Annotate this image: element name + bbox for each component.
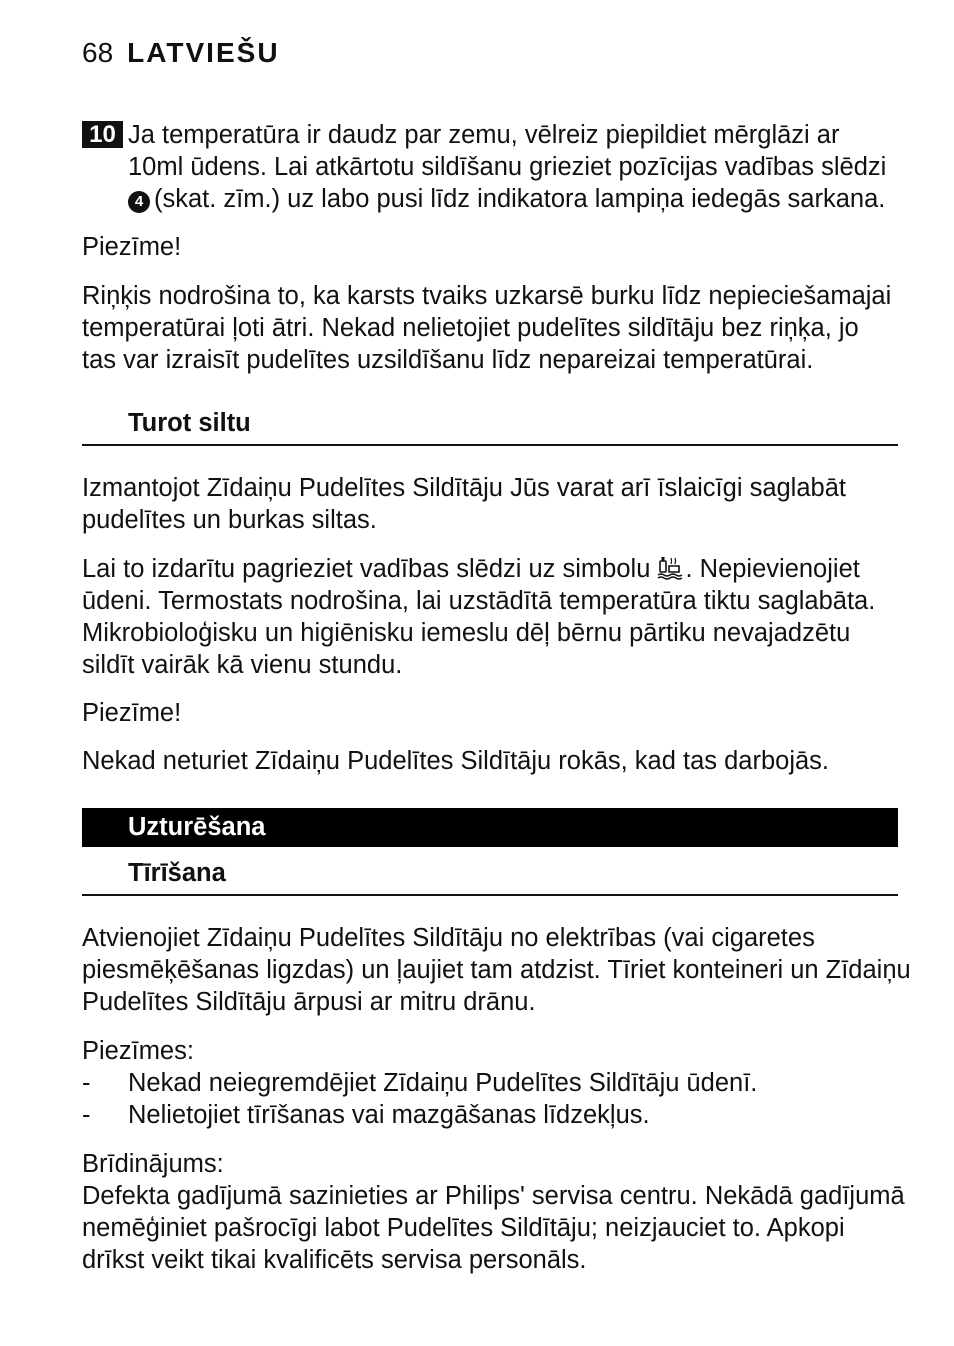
section-heading-cleaning: Tīrīšana — [128, 859, 226, 887]
keep-warm-note-text: Nekad neturiet Zīdaiņu Pudelītes Sildītāju rokās, kad tas darbojās. — [82, 747, 830, 775]
note-text-line-3: tas var izraisīt pudelītes uzsildīšanu līdz nepareizai temperatūrai. — [82, 346, 814, 374]
step-number-badge: 10 — [82, 121, 123, 148]
keep-warm-p1-line-2: pudelītes un burkas siltas. — [82, 506, 377, 534]
language-title: LATVIEŠU — [127, 37, 280, 68]
note-text-line-2: temperatūrai ļoti ātri. Nekad nelietojiet pudelītes sildītāju bez riņķa, jo — [82, 314, 859, 342]
keep-warm-p2-line-1-a: Lai to izdarītu pagrieziet vadības slēdzi uz simbolu — [82, 555, 651, 583]
note-text-line-1: Riņķis nodrošina to, ka karsts tvaiks uzkarsē burku līdz nepieciešamajai — [82, 282, 892, 310]
keep-warm-symbol-icon — [657, 554, 685, 580]
warning-line-2: nemēģiniet pašrocīgi labot Pudelītes Sildītāju; neizjauciet to. Apkopi — [82, 1214, 845, 1242]
section-bar-maintenance — [82, 808, 898, 847]
cleaning-notes-label: Piezīmes: — [82, 1037, 194, 1065]
step-text-line-3-body: (skat. zīm.) uz labo pusi līdz indikatora lampiņa iedegās sarkana. — [154, 185, 886, 213]
bullet-item: Nekad neiegremdējiet Zīdaiņu Pudelītes Sildītāju ūdenī. — [128, 1069, 758, 1097]
section-divider — [82, 894, 898, 896]
section-divider — [82, 444, 898, 446]
cleaning-p1-line-3: Pudelītes Sildītāju ārpusi ar mitru drānu. — [82, 988, 536, 1016]
step-text-line-2: 10ml ūdens. Lai atkārtotu sildīšanu grieziet pozīcijas vadības slēdzi — [128, 153, 887, 181]
step-text-line-1: Ja temperatūra ir daudz par zemu, vēlreiz piepildiet mērglāzi ar — [128, 121, 840, 149]
section-bar-title: Uzturēšana — [128, 813, 266, 841]
keep-warm-p2-line-4: sildīt vairāk kā vienu stundu. — [82, 651, 403, 679]
circled-number-icon: 4 — [128, 191, 150, 213]
keep-warm-p2-line-1-b: . Nepievienojiet — [685, 555, 860, 583]
keep-warm-p2-line-2: ūdeni. Termostats nodrošina, lai uzstādītā temperatūra tiktu saglabāta. — [82, 587, 876, 615]
bullet-dash: - — [82, 1069, 91, 1097]
warning-label: Brīdinājums: — [82, 1150, 224, 1178]
section-heading-keep-warm: Turot siltu — [128, 409, 251, 437]
cleaning-p1-line-2: piesmēķēšanas ligzdas) un ļaujiet tam atdzist. Tīriet konteineri un Zīdaiņu — [82, 956, 911, 984]
note-label: Piezīme! — [82, 233, 182, 261]
keep-warm-p1-line-1: Izmantojot Zīdaiņu Pudelītes Sildītāju Jūs varat arī īslaicīgi saglabāt — [82, 474, 846, 502]
page-header — [82, 36, 280, 70]
warning-line-1: Defekta gadījumā sazinieties ar Philips' servisa centru. Nekādā gadījumā — [82, 1182, 905, 1210]
keep-warm-note-label: Piezīme! — [82, 699, 182, 727]
page-number: 68 — [82, 37, 114, 68]
step-text-line-3 — [128, 183, 885, 215]
cleaning-p1-line-1: Atvienojiet Zīdaiņu Pudelītes Sildītāju no elektrības (vai cigaretes — [82, 924, 815, 952]
keep-warm-p2-line-1 — [82, 553, 860, 585]
keep-warm-p2-line-3: Mikrobioloģisku un higiēnisku iemeslu dēļ bērnu pārtiku nevajadzētu — [82, 619, 851, 647]
warning-line-3: drīkst veikt tikai kvalificēts servisa personāls. — [82, 1246, 587, 1274]
bullet-dash: - — [82, 1101, 91, 1129]
bullet-item: Nelietojiet tīrīšanas vai mazgāšanas līdzekļus. — [128, 1101, 650, 1129]
